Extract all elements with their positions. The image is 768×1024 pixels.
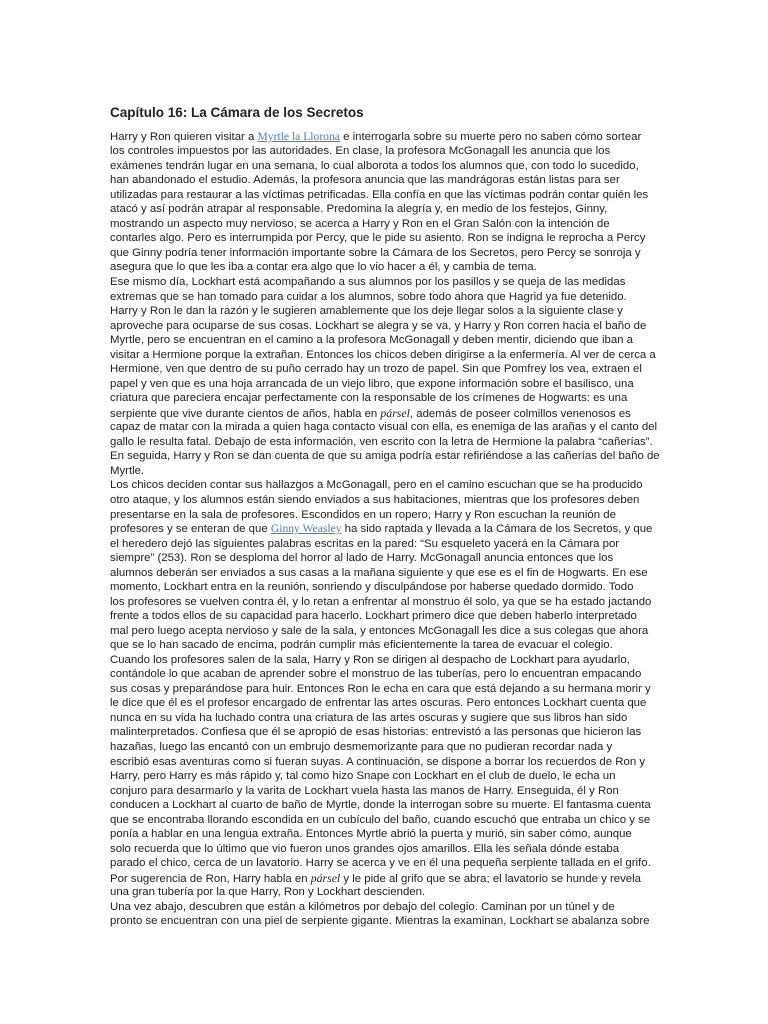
link-ginny-weasley[interactable]: Ginny Weasley [270,522,342,536]
text-segment: , además de poseer colmillos venenosos es [409,407,631,420]
text-segment: Harry y Ron quieren visitar a [110,130,258,143]
text-line: En seguida, Harry y Ron se dan cuenta de que su amiga podría estar refiriéndose a las cañerías del baño de [110,450,660,463]
text-line: Myrtle. [110,464,145,477]
text-segment: ha sido raptada y llevada a la Cámara de los Secretos, y que [341,523,653,536]
text-line: conjuro para desarmarlo y la varita de Lockhart vuela hasta las manos de Harry. Enseguida, él y Ron [110,784,619,797]
text-line: hazañas, luego las encantó con un embrujo desmemorizante para que no pudieran recordar nada y [110,741,613,753]
text-line: alumnos deberán ser enviados a sus casas a la mañana siguiente y que ese es el fin de Hogwarts. En ese [110,566,648,579]
text-line: parado el chico, cerca de un lavatorio. Harry se acerca y ve en él una pequeña serpiente tallada en el grifo. [110,857,651,870]
text-line: sus cosas y preparándose para huir. Entonces Ron le echa en cara que está dejando a su hermana morir y [110,682,651,695]
text-line: que se encontraba llorando escondida en un cubículo del baño, cuando escuchó que entraba un chico y se [110,813,651,826]
text-segment: profesores y se enteran de que [110,523,271,536]
text-segment: serpiente que vive durante cientos de años, habla en [110,407,381,420]
text-line: Los chicos deciden contar sus hallazgos a McGonagall, pero en el camino escuchan que se ha producido [110,479,643,492]
text-segment: y le pide al grifo que se abra; el lavatorio se hunde y revela [340,872,641,885]
text-line: criatura que pareciera encajar perfectamente con la responsable de los crímenes de Hogwarts: es una [110,392,628,405]
text-line: contándole lo que acaban de aprender sobre el monstruo de las tuberías, pero lo encuentran empacando [110,668,642,681]
text-line: Harry y Ron le dan la razón y le sugieren amablemente que los deje llegar solos a la siguiente clase y [110,305,623,318]
text-line: Cuando los profesores salen de la sala, Harry y Ron se dirigen al despacho de Lockhart para ayudarlo, [110,653,630,666]
text-line: Una vez abajo, descubren que están a kilómetros por debajo del colegio. Caminan por un túnel y de [110,900,615,913]
text-line: el heredero dejó las siguientes palabras escritas en la pared: “Su esqueleto yacerá en la Cámara por [110,537,620,550]
text-line: gallo le resulta fatal. Debajo de esta información, ven escrito con la letra de Hermione la palabra “cañerías”. [110,435,653,448]
text-line: que Ginny podría tener información importante sobre la Cámara de los Secretos, pero Percy se sonroja y [110,246,641,259]
text-segment: Por sugerencia de Ron, Harry habla en [110,872,311,885]
text-line [110,406,730,421]
text-line: conducen a Lockhart al cuarto de baño de Myrtle, donde la interrogan sobre su muerte. El fantasma cuenta [110,799,651,812]
text-line: solo recuerda que lo último que vio fueron unos grandes ojos amarillos. Ella les señala dónde estaba [110,842,620,855]
text-line: Hermione, ven que dentro de su puño cerrado hay un trozo de papel. Sin que Pomfrey los vea, extraen el [110,363,642,376]
text-line: utilizadas para restaurar a las víctimas petrificadas. Ella confía en que las víctimas podrán contar quién les [110,188,649,201]
text-line [110,130,730,145]
text-line: Harry, pero Harry es más rápido y, tal como hizo Snape con Lockhart en el club de duelo, le echa un [110,770,616,783]
text-line: contarles algo. Pero es interrumpida por Percy, que le pide su asiento. Ron se indigna le reprocha a Percy [110,232,646,245]
text-line: que se lo han sacado de encima, podrán cumplir más eficientemente la tarea de evacuar el colegio. [110,639,613,652]
text-line: atacó y así podrán atrapar al responsable. Predomina la alegría y, en medio de los festejos, Ginny, [110,203,608,216]
text-line: pronto se encuentran con una piel de serpiente gigante. Mientras la examinan, Lockhart se abalanza sobre [110,915,650,928]
text-line: escribió esas aventuras como si fueran suyas. A continuación, se dispone a borrar los recuerdos de Ron y [110,755,646,768]
text-line: nunca en su vida ha luchado contra una criatura de las artes oscuras y sugiere que sus libros han sido [110,711,628,724]
text-segment: e interrogarla sobre su muerte pero no saben cómo sortear [339,130,642,143]
italic-term: pársel [310,870,341,885]
italic-term: pársel [380,405,410,420]
text-line: los controles impuestos por las autoridades. En clase, la profesora McGonagall les anuncia que los [110,145,611,158]
text-line: extremas que se han tomado para cuidar a los alumnos, sobre todo ahora que Hagrid ya fue detenido. [110,290,627,303]
chapter-body [110,130,730,929]
text-line: capaz de matar con la mirada a quien haga contacto visual con ella, es enemiga de las arañas y el canto del [110,421,658,434]
text-line: frente a todos ellos de su capacidad para hacerlo. Lockhart primero dice que deben haberlo interpretado [110,610,637,623]
text-line: papel y ven que es una hoja arrancada de un viejo libro, que expone información sobre el basilisco, una [110,377,634,390]
text-line: han abandonado el estudio. Además, la profesora anuncia que las mandrágoras están listas para ser [110,174,620,187]
text-line: malinterpretados. Confiesa que él se apropió de esas historias: entrevistó a las personas que hicieron las [110,726,642,739]
text-line: momento, Lockhart entra en la reunión, sonriendo y disculpándose por haberse quedado dormido. Todo [110,581,634,594]
text-line: siempre” (253). Ron se desploma del horror al lado de Harry. McGonagall anuncia entonces que los [110,552,614,565]
chapter-title: Capítulo 16: La Cámara de los Secretos [110,105,364,120]
text-line: una gran tubería por la que Harry, Ron y Lockhart descienden. [110,886,426,899]
link-myrtle-la-llorona[interactable]: Myrtle la Llorona [257,129,340,143]
text-line: le dice que él es el profesor encargado de enfrentar las artes oscuras. Pero entonces Lockhart cuenta que [110,697,647,710]
text-line [110,871,730,886]
text-line: exámenes tendrán lugar en una semana, lo cual alborota a todos los alumnos que, con todo lo sucedido, [110,159,639,172]
text-line: aproveche para ocuparse de sus cosas. Lockhart se alegra y se va, y Harry y Ron corren hacia el baño de [110,319,647,332]
text-line: asegura que lo que les iba a contar era algo que lo vio hacer a él, y cambia de tema. [110,261,537,274]
text-line: visitar a Hermione porque la extrañan. Entonces los chicos deben dirigirse a la enfermería. Al ver de cerca a [110,348,656,361]
text-line: los profesores se vuelven contra él, y lo retan a enfrentar al monstruo él solo, ya que se ha estado jactando [110,595,652,608]
text-line [110,522,730,537]
text-line: mostrando un aspecto muy nervioso, se acerca a Harry y Ron en el Gran Salón con la intención de [110,217,610,230]
text-line: Ese mismo día, Lockhart está acompañando a sus alumnos por los pasillos y se queja de las medidas [110,276,626,288]
text-line: ponía a hablar en una lengua extraña. Entonces Myrtle abrió la puerta y murió, sin saber cómo, aunque [110,828,632,841]
text-line: Myrtle, pero se encuentran en el camino a la profesora McGonagall y deben mentir, diciendo que iban a [110,334,634,347]
text-line: presentarse en la sala de profesores. Escondidos en un ropero, Harry y Ron escuchan la reunión de [110,508,616,521]
text-line: mal pero luego acepta nervioso y sale de la sala, y entonces McGonagall les dice a sus colegas que ahora [110,624,649,637]
text-line: otro ataque, y los alumnos están siendo enviados a sus habitaciones, mientras que los profesores deben [110,493,640,506]
